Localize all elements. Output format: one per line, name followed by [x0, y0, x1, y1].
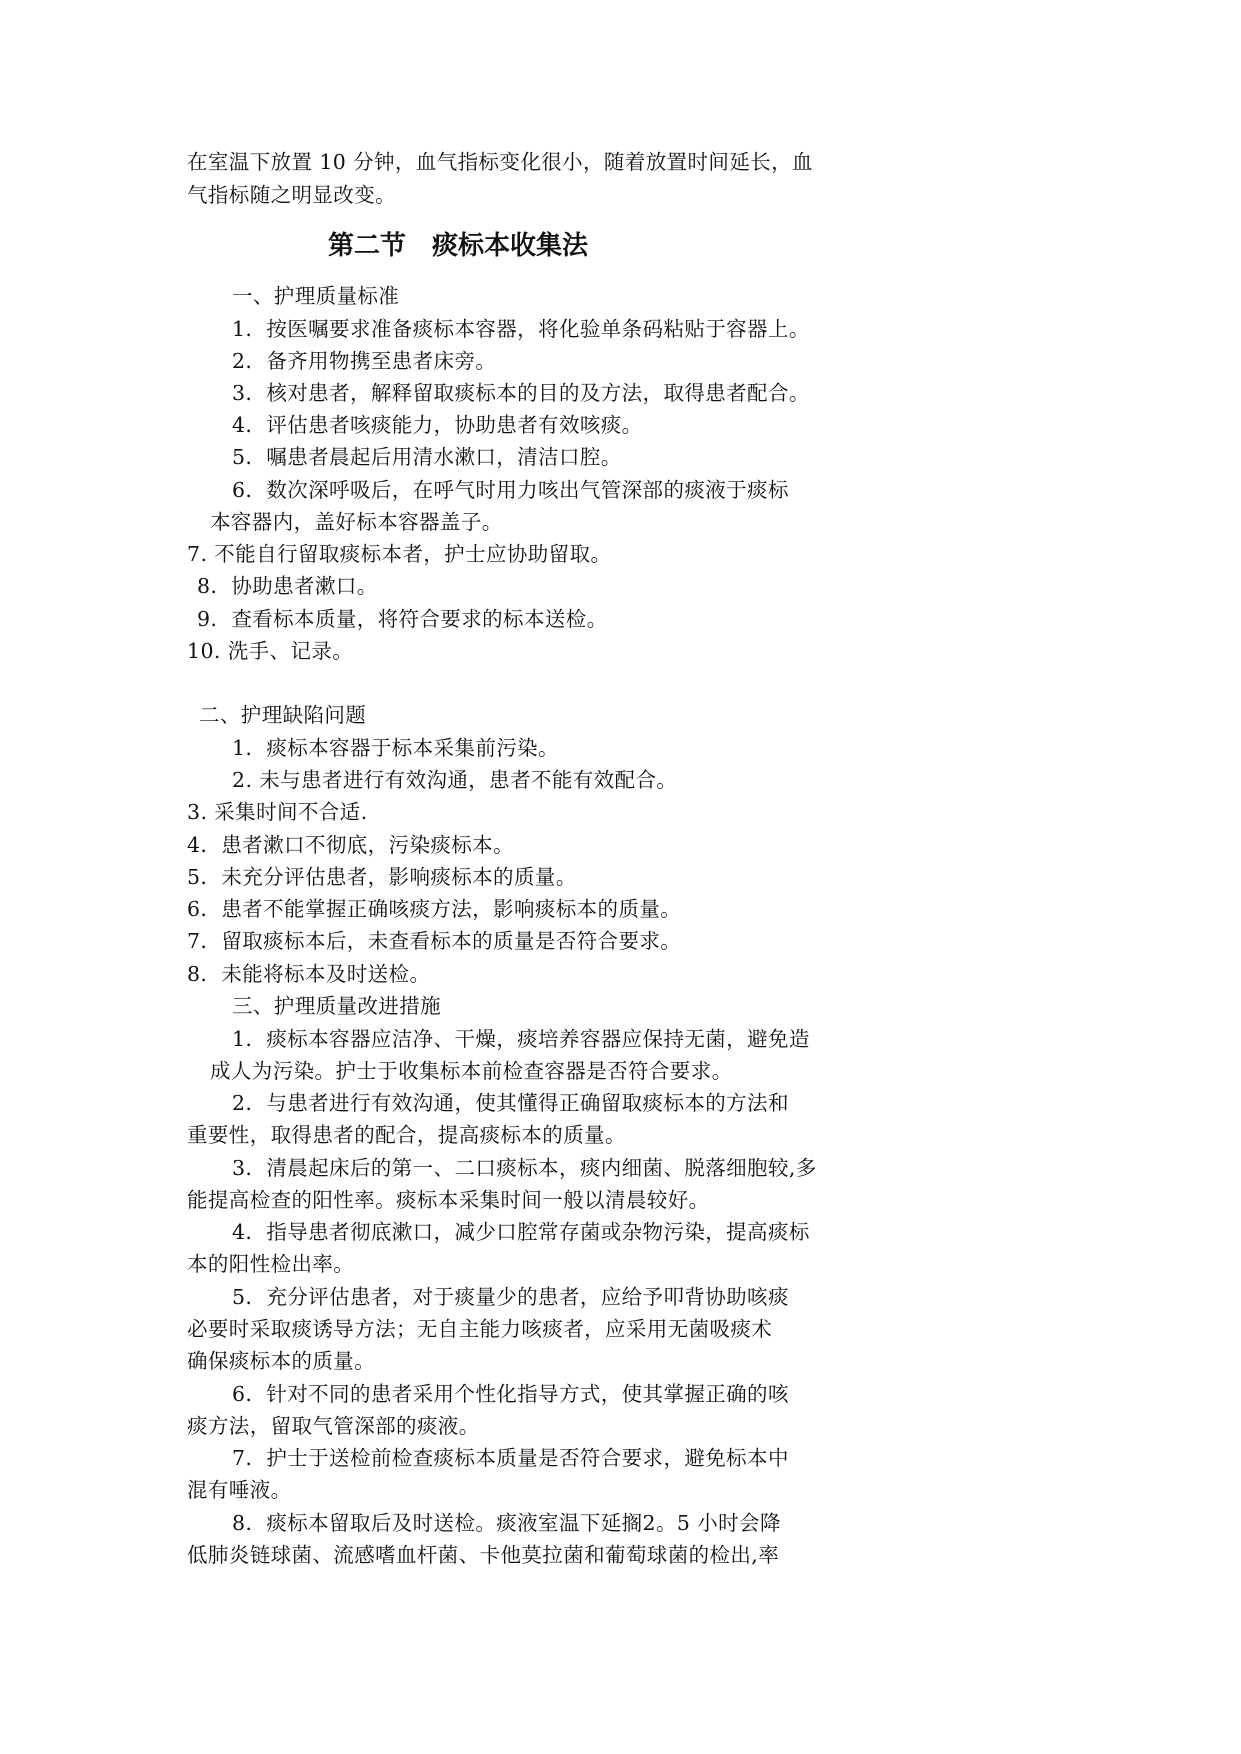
- part3-item-8-cont: 低肺炎链球菌、流感嗜血杆菌、卡他莫拉菌和葡萄球菌的检出,率: [187, 1543, 780, 1567]
- part1-item-1: 1．按医嘱要求准备痰标本容器，将化验单条码粘贴于容器上。: [232, 317, 810, 341]
- part3-item-1-cont: 成人为污染。护士于收集标本前检查容器是否符合要求。: [210, 1059, 733, 1083]
- part2-item-3: 3. 采集时间不合适.: [187, 800, 368, 824]
- part1-heading: 一、护理质量标准: [232, 284, 400, 308]
- part1-item-4: 4．评估患者咳痰能力，协助患者有效咳痰。: [232, 413, 643, 437]
- part3-item-5-cont-2: 确保痰标本的质量。: [187, 1349, 376, 1373]
- part3-item-8: 8．痰标本留取后及时送检。痰液室温下延搁2。5 小时会降: [232, 1511, 781, 1535]
- part3-item-5: 5．充分评估患者，对于痰量少的患者，应给予叩背协助咳痰: [232, 1285, 789, 1309]
- part3-item-2-cont: 重要性，取得患者的配合，提高痰标本的质量。: [187, 1123, 626, 1147]
- part3-item-4: 4．指导患者彻底漱口，减少口腔常存菌或杂物污染，提高痰标: [232, 1220, 810, 1244]
- part1-item-6-cont: 本容器内，盖好标本容器盖子。: [210, 510, 503, 534]
- part3-item-1: 1．痰标本容器应洁净、干燥，痰培养容器应保持无菌，避免造: [232, 1027, 810, 1051]
- part3-item-7: 7．护士于送检前检查痰标本质量是否符合要求，避免标本中: [232, 1446, 789, 1470]
- part3-item-4-cont: 本的阳性检出率。: [187, 1252, 355, 1276]
- part2-item-5: 5．未充分评估患者，影响痰标本的质量。: [187, 865, 577, 889]
- part3-heading: 三、护理质量改进措施: [232, 994, 441, 1018]
- part1-item-5: 5．嘱患者晨起后用清水漱口，清洁口腔。: [232, 445, 622, 469]
- part3-item-2: 2．与患者进行有效沟通，使其懂得正确留取痰标本的方法和: [232, 1091, 789, 1115]
- part1-item-3: 3．核对患者，解释留取痰标本的目的及方法，取得患者配合。: [232, 381, 810, 405]
- part3-item-5-cont-1: 必要时采取痰诱导方法；无自主能力咳痰者，应采用无菌吸痰术: [187, 1317, 773, 1341]
- part3-item-6: 6．针对不同的患者采用个性化指导方式，使其掌握正确的咳: [232, 1382, 789, 1406]
- section-title: 第二节 痰标本收集法: [328, 231, 589, 261]
- intro-line-2: 气指标随之明显改变。: [187, 183, 396, 207]
- part2-item-2: 2. 未与患者进行有效沟通，患者不能有效配合。: [232, 768, 678, 792]
- part1-item-6: 6．数次深呼吸后，在呼气时用力咳出气管深部的痰液于痰标: [232, 478, 789, 502]
- intro-line-1: 在室温下放置 10 分钟，血气指标变化很小，随着放置时间延长，血: [187, 150, 813, 174]
- part3-item-3: 3．清晨起床后的第一、二口痰标本，痰内细菌、脱落细胞较,多: [232, 1156, 817, 1180]
- part1-item-2: 2．备齐用物携至患者床旁。: [232, 349, 497, 373]
- part3-item-3-cont: 能提高检查的阳性率。痰标本采集时间一般以清晨较好。: [187, 1188, 710, 1212]
- part3-item-6-cont: 痰方法，留取气管深部的痰液。: [187, 1414, 480, 1438]
- part3-item-7-cont: 混有唾液。: [187, 1478, 292, 1502]
- part2-item-6: 6．患者不能掌握正确咳痰方法，影响痰标本的质量。: [187, 897, 682, 921]
- part2-item-8: 8．未能将标本及时送检。: [187, 962, 431, 986]
- part1-item-8: 8．协助患者漱口。: [197, 574, 378, 598]
- part2-item-1: 1．痰标本容器于标本采集前污染。: [232, 736, 559, 760]
- part1-item-9: 9．查看标本质量，将符合要求的标本送检。: [197, 607, 608, 631]
- part1-item-7: 7. 不能自行留取痰标本者，护士应协助留取。: [187, 542, 612, 566]
- part2-item-7: 7．留取痰标本后，未查看标本的质量是否符合要求。: [187, 929, 682, 953]
- part1-item-10: 10. 洗手、记录。: [187, 639, 354, 663]
- part2-item-4: 4．患者漱口不彻底，污染痰标本。: [187, 833, 514, 857]
- part2-heading: 二、护理缺陷问题: [199, 703, 367, 727]
